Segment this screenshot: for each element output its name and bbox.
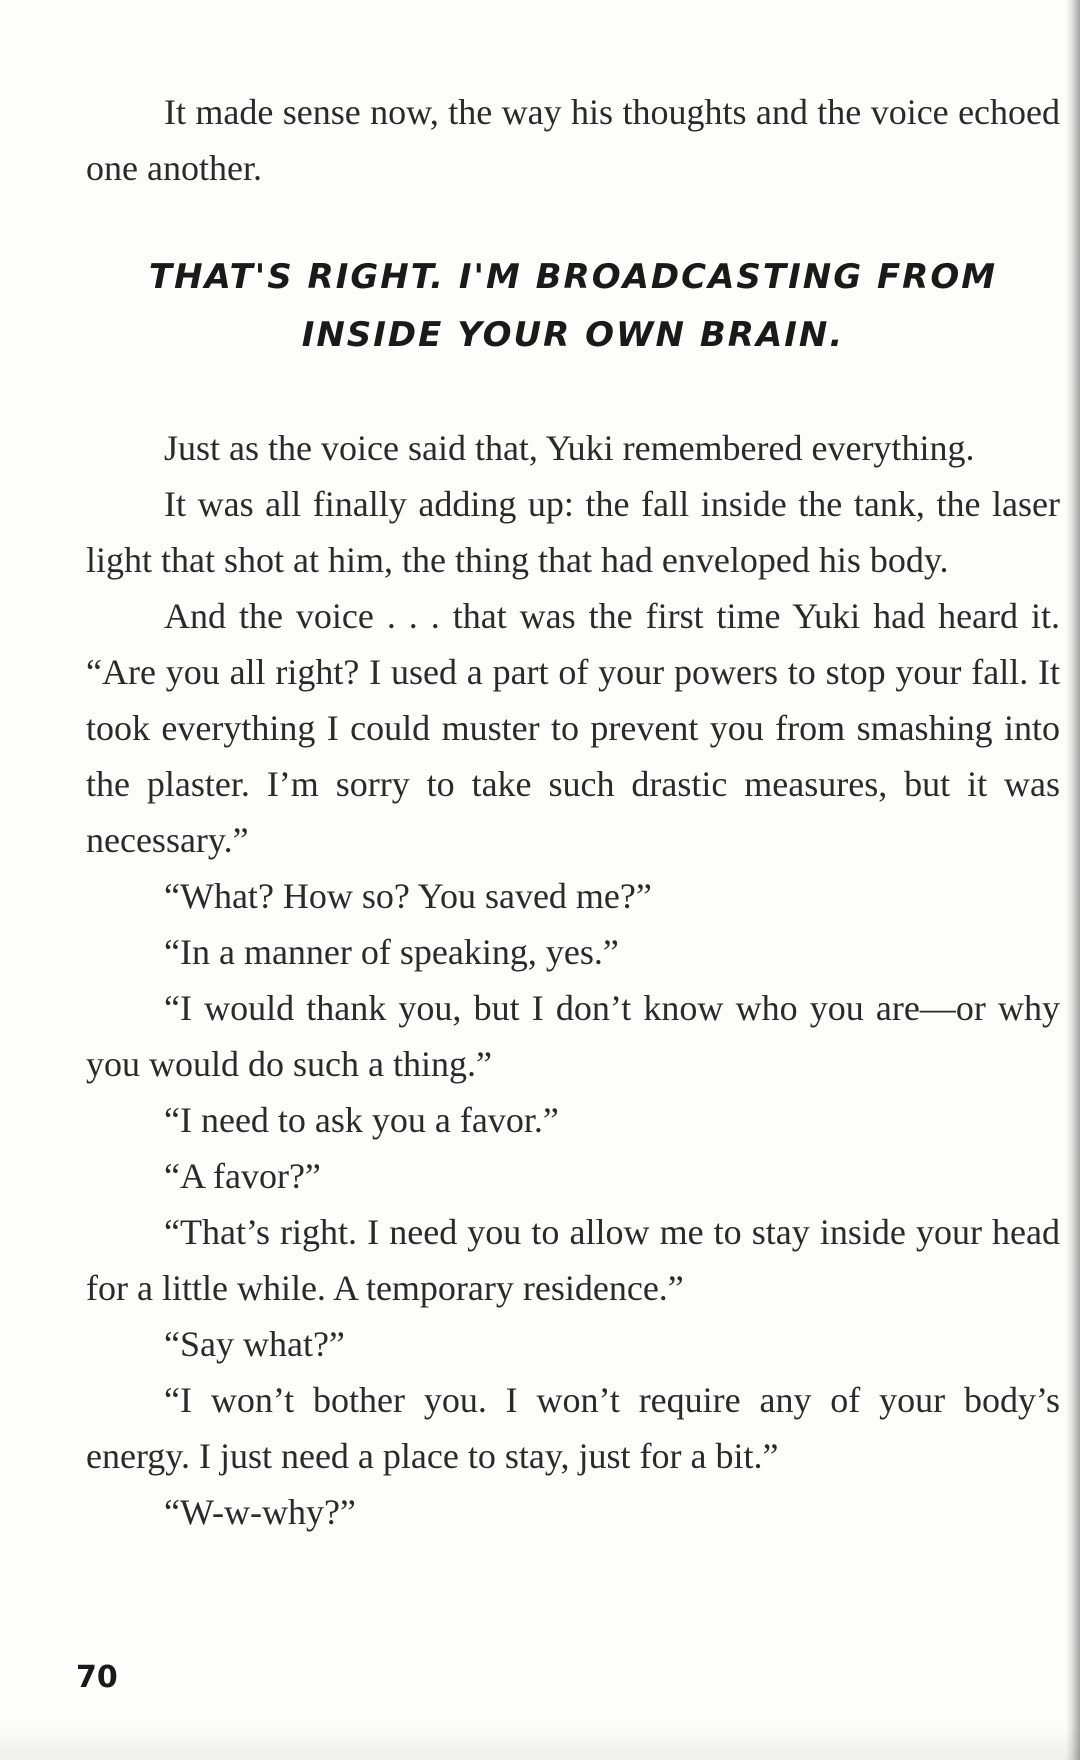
intro-text <box>86 84 1060 196</box>
paragraph: It made sense now, the way his thoughts and the voice echoed one another. <box>86 92 1060 188</box>
paragraph: “I would thank you, but I don’t know who you are—or why you would do such a thing.” <box>86 988 1060 1084</box>
voice-line-2: INSIDE YOUR OWN BRAIN. <box>301 315 845 355</box>
paragraph: “In a manner of speaking, yes.” <box>164 932 619 972</box>
bottom-shade <box>0 1724 1080 1760</box>
paragraph: “I won’t bother you. I won’t require any of your body’s energy. I just need a place to stay, just for a bit.” <box>86 1380 1060 1476</box>
paragraph: It was all finally adding up: the fall inside the tank, the laser light that shot at him, the thing that had enveloped his body. <box>86 484 1060 580</box>
page-number: 70 <box>76 1660 118 1695</box>
paragraph: And the voice . . . that was the first time Yuki had heard it. “Are you all right? I used a part of your powers to stop your fall. It took everything I could muster to prevent you from smashing into the plaster. I’m sorry to take such drastic measures, but it was necessary.” <box>86 596 1060 860</box>
voice-line-1: THAT'S RIGHT. I'M BROADCASTING FROM <box>148 257 998 297</box>
paragraph: “I need to ask you a favor.” <box>164 1100 559 1140</box>
paragraph: “W-w-why?” <box>164 1492 356 1532</box>
paragraph: “What? How so? You saved me?” <box>164 876 652 916</box>
paragraph: Just as the voice said that, Yuki remembered everything. <box>164 428 975 468</box>
voice-broadcast-heading <box>86 248 1060 364</box>
paragraph: “Say what?” <box>164 1324 345 1364</box>
paragraph: “A favor?” <box>164 1156 321 1196</box>
body-text <box>86 420 1060 1540</box>
paragraph: “That’s right. I need you to allow me to stay inside your head for a little while. A temporary residence.” <box>86 1212 1060 1308</box>
binding-shadow <box>1066 0 1080 1760</box>
